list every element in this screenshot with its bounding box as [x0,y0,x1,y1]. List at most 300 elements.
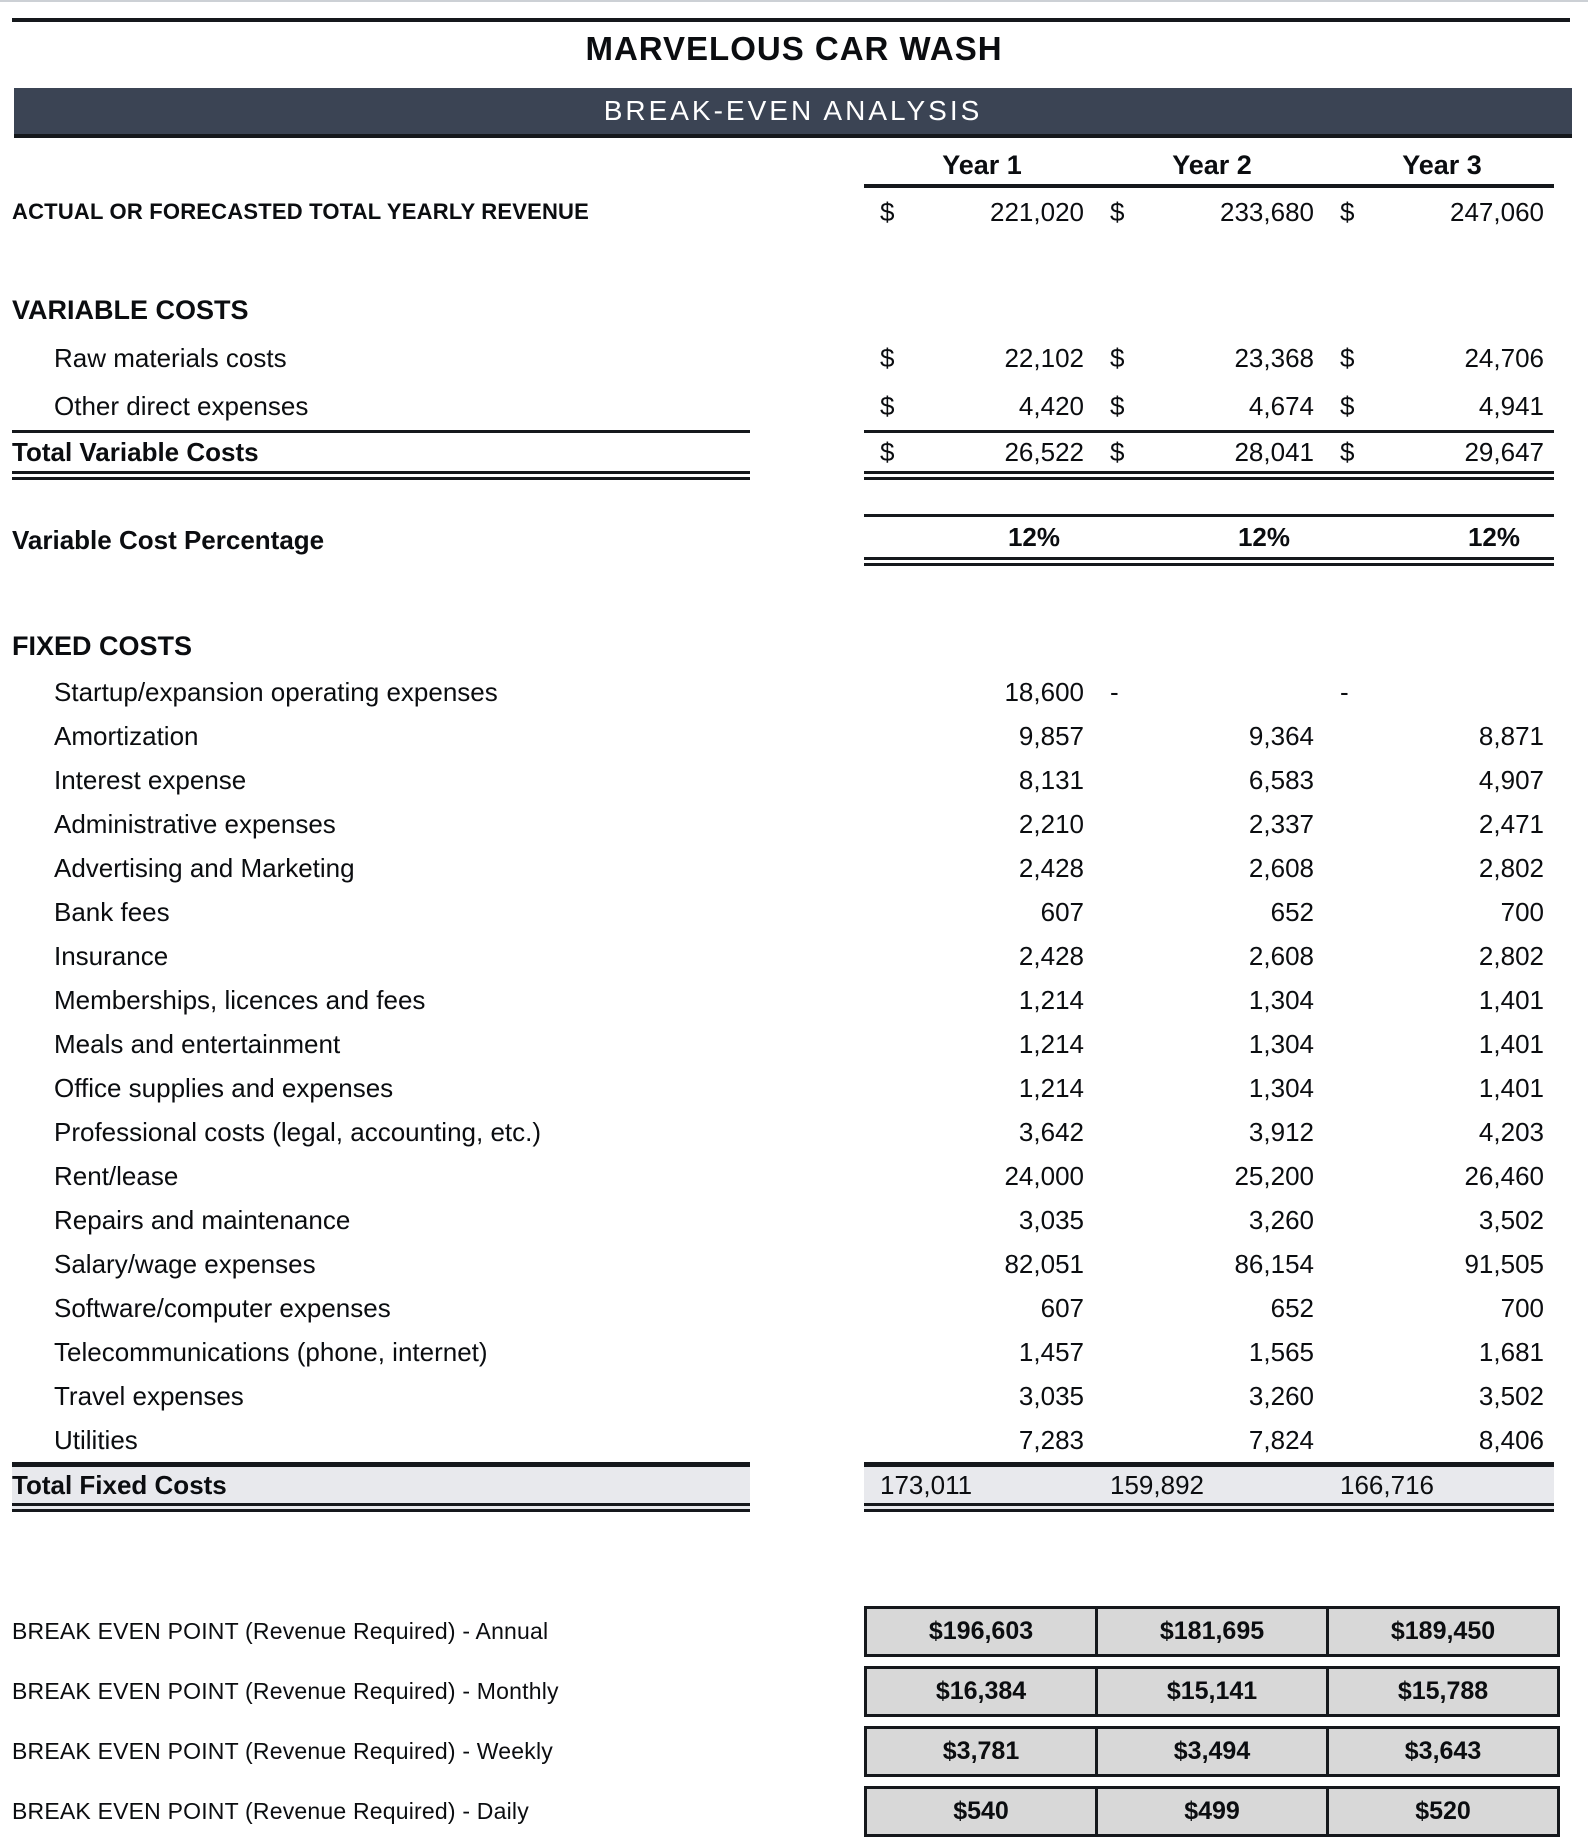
total-variable-cell-year2 [1094,437,1324,468]
cost-cell-year2 [1094,809,1324,840]
break-even-label-text: BREAK EVEN POINT (Revenue Required) - Daily [12,1798,529,1824]
cost-label [12,1242,750,1286]
column-gap [750,1066,864,1110]
cost-cell-year1 [864,1249,1094,1280]
cost-value: 1,565 [1248,1336,1314,1367]
break-even-section [0,1606,1588,1837]
cost-values [864,334,1554,382]
cost-values [864,978,1554,1022]
cost-cell-year3 [1324,1425,1554,1456]
cost-value: 24,000 [1004,1160,1084,1191]
cost-label [12,978,750,1022]
cost-values [864,890,1554,934]
cost-value: 26,460 [1464,1160,1544,1191]
currency-symbol: $ [880,390,895,421]
cost-cell-year3 [1324,897,1554,928]
fixed-cost-row [0,1110,1588,1154]
cost-values [864,934,1554,978]
column-gap [750,1198,864,1242]
fixed-cost-row [0,1418,1588,1462]
cost-values [864,1198,1554,1242]
currency-symbol: - [1110,676,1119,707]
cost-label-text: Advertising and Marketing [54,852,355,883]
year-column-header: Year 3 [1402,149,1482,180]
cost-cell-year1 [864,897,1094,928]
fixed-cost-row [0,758,1588,802]
break-even-row [0,1726,1588,1777]
fixed-costs-list [0,670,1588,1462]
cost-value: 22,102 [1004,342,1084,373]
cost-cell-year3 [1324,1381,1554,1412]
cost-label [12,1110,750,1154]
cost-value: 3,502 [1478,1380,1544,1411]
cost-value: 652 [1270,896,1314,927]
cost-value: 1,214 [1018,984,1084,1015]
cost-value: 3,642 [1018,1116,1084,1147]
cost-cell-year3 [1324,343,1554,374]
cost-cell-year1 [864,391,1094,422]
break-even-cell-year2: $499 [1098,1789,1329,1834]
cost-cell-year1 [864,985,1094,1016]
column-gap [750,934,864,978]
cost-value: 1,214 [1018,1072,1084,1103]
cost-value: 6,583 [1248,764,1314,795]
cost-label-text: Meals and entertainment [54,1028,341,1059]
cost-label-text: Software/computer expenses [54,1292,391,1323]
cost-value: 1,401 [1478,1028,1544,1059]
cost-value: 82,051 [1004,1248,1084,1279]
cost-cell-year2 [1094,1381,1324,1412]
cost-values [864,846,1554,890]
cost-cell-year1 [864,809,1094,840]
cost-label-text: Interest expense [54,764,247,795]
cost-value: 607 [1040,1292,1084,1323]
break-even-cell-year3: $520 [1415,1797,1471,1825]
column-gap [750,514,864,566]
cost-cell-year3 [1324,1117,1554,1148]
fixed-cost-row [0,1198,1588,1242]
percentage-cell-year2 [1094,522,1324,553]
fixed-cost-row [0,846,1588,890]
cost-cell-year1 [864,1381,1094,1412]
cost-value: 2,428 [1018,940,1084,971]
top-rule [12,18,1570,22]
cost-cell-year2 [1094,677,1324,708]
break-even-row [0,1666,1588,1717]
fixed-cost-row [0,890,1588,934]
fixed-cost-row [0,670,1588,714]
fixed-cost-row [0,1374,1588,1418]
cost-label-text: Startup/expansion operating expenses [54,676,498,707]
cost-cell-year3 [1324,1073,1554,1104]
cost-values [864,1154,1554,1198]
cost-cell-year3 [1324,677,1554,708]
column-gap [750,1154,864,1198]
year-headers [864,146,1554,188]
cost-cell-year1 [864,765,1094,796]
percentage-cell-year3 [1324,522,1554,553]
cost-cell-year2 [1094,1205,1324,1236]
cost-cell-year2 [1094,1117,1324,1148]
cost-cell-year3 [1324,1161,1554,1192]
break-even-cell-year3: $3,643 [1404,1737,1482,1765]
currency-symbol: - [1340,676,1349,707]
column-gap [750,846,864,890]
column-gap [750,430,864,480]
cost-cell-year3 [1324,809,1554,840]
percentage-label-text: Variable Cost Percentage [12,524,325,555]
break-even-cell-year3: $189,450 [1390,1617,1496,1645]
cost-cell-year1 [864,1117,1094,1148]
fixed-costs-heading: FIXED COSTS [12,630,193,661]
cost-cell-year3 [1324,1205,1554,1236]
break-even-values [864,1606,1560,1657]
currency-symbol: $ [1110,436,1125,467]
total-fixed-cell-year3 [1324,1470,1554,1501]
year-header-row [0,146,1588,188]
column-gap [750,146,864,188]
cost-cell-year1 [864,1161,1094,1192]
variable-cost-row [0,382,1588,430]
break-even-label [12,1786,750,1837]
percentage-value: 12% [1237,521,1290,552]
cost-values [864,1110,1554,1154]
cost-label-text: Administrative expenses [54,808,336,839]
cost-cell-year1 [864,343,1094,374]
percentage-value: 12% [1467,521,1520,552]
cost-label [12,846,750,890]
column-gap [750,1418,864,1462]
break-even-label [12,1606,750,1657]
cost-cell-year2 [1094,1293,1324,1324]
cost-value: 4,420 [1018,390,1084,421]
cost-value: 18,600 [1004,676,1084,707]
cost-values [864,714,1554,758]
cost-values [864,1022,1554,1066]
total-fixed-costs-row [0,1462,1588,1512]
cost-cell-year2 [1094,391,1324,422]
cost-value: 7,824 [1248,1424,1314,1455]
currency-symbol: $ [1340,436,1355,467]
fixed-cost-row [0,978,1588,1022]
cost-value: 3,260 [1248,1380,1314,1411]
cost-label [12,1154,750,1198]
currency-symbol: $ [880,436,895,467]
cost-value: 700 [1500,1292,1544,1323]
cost-value: 2,608 [1248,940,1314,971]
column-gap [750,1726,864,1777]
section-banner [14,88,1572,138]
fixed-cost-row [0,1286,1588,1330]
cost-value: 2,471 [1478,808,1544,839]
total-variable-value: 26,522 [1004,436,1084,467]
total-variable-cell-year3 [1324,437,1554,468]
cost-cell-year2 [1094,343,1324,374]
cost-value: 9,857 [1018,720,1084,751]
cost-cell-year3 [1324,1249,1554,1280]
column-gap [750,334,864,382]
cost-cell-year1 [864,853,1094,884]
break-even-label [12,1726,750,1777]
cost-label [12,1066,750,1110]
variable-costs-heading: VARIABLE COSTS [12,294,249,325]
cost-label-text: Travel expenses [54,1380,244,1411]
spacer [0,480,1588,514]
cost-cell-year2 [1094,1073,1324,1104]
cost-value: 2,802 [1478,940,1544,971]
column-gap [750,1606,864,1657]
cost-value: 607 [1040,896,1084,927]
cost-value: 2,210 [1018,808,1084,839]
total-variable-label-text: Total Variable Costs [12,436,259,467]
currency-symbol: $ [1110,196,1125,227]
cost-values [864,1330,1554,1374]
cost-cell-year1 [864,1205,1094,1236]
cost-values [864,802,1554,846]
cost-cell-year2 [1094,765,1324,796]
total-fixed-value: 173,011 [880,1469,973,1500]
variable-costs-list [0,334,1588,430]
cost-values [864,1374,1554,1418]
break-even-cell-year3: $15,788 [1397,1677,1489,1705]
cost-value: 4,674 [1248,390,1314,421]
break-even-values [864,1786,1560,1837]
break-even-values [864,1666,1560,1717]
revenue-cell-year3 [1324,197,1554,228]
cost-label [12,802,750,846]
cost-cell-year3 [1324,1293,1554,1324]
cost-label-text: Professional costs (legal, accounting, etc.) [54,1116,542,1147]
cost-value: 1,304 [1248,1072,1314,1103]
cost-value: 1,304 [1248,984,1314,1015]
column-gap [750,1110,864,1154]
cost-value: 2,428 [1018,852,1084,883]
section-banner-label: BREAK-EVEN ANALYSIS [603,95,983,126]
cost-cell-year2 [1094,1337,1324,1368]
break-even-label-text: BREAK EVEN POINT (Revenue Required) - Annual [12,1618,549,1644]
column-gap [750,1374,864,1418]
cost-value: 8,406 [1478,1424,1544,1455]
column-gap [750,1786,864,1837]
cost-cell-year2 [1094,1249,1324,1280]
break-even-cell-year1: $196,603 [867,1609,1098,1654]
cost-value: 652 [1270,1292,1314,1323]
cost-cell-year3 [1324,985,1554,1016]
revenue-value: 233,680 [1220,196,1314,227]
revenue-value: 247,060 [1450,196,1544,227]
break-even-cell-year2: $181,695 [1098,1609,1329,1654]
break-even-values [864,1726,1560,1777]
total-variable-value: 29,647 [1464,436,1544,467]
cost-value: 2,337 [1248,808,1314,839]
percentage-cell-year1 [864,522,1094,553]
cost-label [12,758,750,802]
revenue-cell-year1 [864,197,1094,228]
cost-cell-year3 [1324,1029,1554,1060]
cost-values [864,382,1554,430]
currency-symbol: $ [880,342,895,373]
cost-value: 3,260 [1248,1204,1314,1235]
cost-cell-year2 [1094,897,1324,928]
currency-symbol: $ [1340,196,1355,227]
year-column-header: Year 1 [942,149,1022,180]
cost-cell-year3 [1324,853,1554,884]
cost-value: 3,035 [1018,1204,1084,1235]
cost-cell-year1 [864,721,1094,752]
column-gap [750,890,864,934]
year-header-spacer [12,146,750,188]
column-gap [750,188,864,236]
cost-values [864,1286,1554,1330]
cost-value: 3,035 [1018,1380,1084,1411]
cost-value: 4,203 [1478,1116,1544,1147]
cost-label [12,1374,750,1418]
break-even-cell-year1: $16,384 [867,1669,1098,1714]
revenue-values [864,188,1554,236]
cost-label [12,714,750,758]
cost-cell-year2 [1094,721,1324,752]
cost-label [12,934,750,978]
cost-values [864,758,1554,802]
cost-label [12,1198,750,1242]
column-gap [750,1022,864,1066]
currency-symbol: $ [1110,390,1125,421]
percentage-values [864,514,1554,566]
cost-label [12,382,750,430]
break-even-row [0,1606,1588,1657]
cost-cell-year1 [864,677,1094,708]
cost-values [864,1066,1554,1110]
cost-label [12,670,750,714]
column-gap [750,1286,864,1330]
cost-cell-year1 [864,1029,1094,1060]
currency-symbol: $ [1340,390,1355,421]
column-gap [750,802,864,846]
revenue-value: 221,020 [990,196,1084,227]
revenue-cell-year2 [1094,197,1324,228]
cost-label-text: Repairs and maintenance [54,1204,351,1235]
cost-value: 2,802 [1478,852,1544,883]
cost-cell-year3 [1324,721,1554,752]
cost-value: 24,706 [1464,342,1544,373]
cost-values [864,1242,1554,1286]
spacer [0,566,1588,622]
cost-cell-year2 [1094,1161,1324,1192]
cost-label-text: Other direct expenses [54,390,309,421]
cost-label [12,1418,750,1462]
cost-value: 1,457 [1018,1336,1084,1367]
fixed-cost-row [0,1022,1588,1066]
cost-value: 86,154 [1234,1248,1314,1279]
cost-value: 1,401 [1478,1072,1544,1103]
cost-label-text: Amortization [54,720,199,751]
cost-cell-year3 [1324,941,1554,972]
cost-value: 700 [1500,896,1544,927]
total-fixed-values [864,1462,1554,1512]
cost-cell-year2 [1094,1029,1324,1060]
cost-label [12,334,750,382]
cost-cell-year1 [864,1293,1094,1324]
fixed-cost-row [0,802,1588,846]
cost-label-text: Rent/lease [54,1160,179,1191]
cost-label-text: Insurance [54,940,169,971]
total-variable-label [12,430,750,480]
cost-label [12,1022,750,1066]
column-gap [750,1242,864,1286]
total-variable-value: 28,041 [1234,436,1314,467]
cost-value: 1,214 [1018,1028,1084,1059]
revenue-row [0,188,1588,236]
cost-value: 1,304 [1248,1028,1314,1059]
total-fixed-cell-year2 [1094,1470,1324,1501]
cost-cell-year3 [1324,765,1554,796]
break-even-cell-year2: $15,141 [1098,1669,1329,1714]
cost-value: 7,283 [1018,1424,1084,1455]
cost-value: 2,608 [1248,852,1314,883]
revenue-label-text: ACTUAL OR FORECASTED TOTAL YEARLY REVENUE [12,199,590,224]
fixed-cost-row [0,934,1588,978]
cost-label [12,1286,750,1330]
fixed-cost-row [0,1242,1588,1286]
cost-cell-year1 [864,941,1094,972]
spacer [0,236,1588,286]
column-gap [750,978,864,1022]
year-column-header: Year 2 [1172,149,1252,180]
cost-value: 3,912 [1248,1116,1314,1147]
total-fixed-cell-year1 [864,1470,1094,1501]
cost-label-text: Raw materials costs [54,342,287,373]
cost-label-text: Salary/wage expenses [54,1248,316,1279]
fixed-cost-row [0,714,1588,758]
total-fixed-label [12,1462,750,1512]
currency-symbol: $ [1340,342,1355,373]
total-fixed-value: 166,716 [1340,1469,1434,1500]
cost-cell-year2 [1094,1425,1324,1456]
cost-label-text: Memberships, licences and fees [54,984,426,1015]
spacer [0,1512,1588,1558]
cost-cell-year3 [1324,1337,1554,1368]
currency-symbol: $ [1110,342,1125,373]
cost-label-text: Telecommunications (phone, internet) [54,1336,488,1367]
fixed-cost-row [0,1066,1588,1110]
cost-value: 1,401 [1478,984,1544,1015]
revenue-label [12,188,750,236]
cost-value: 1,681 [1478,1336,1544,1367]
variable-cost-percentage-row [0,514,1588,566]
cost-values [864,1418,1554,1462]
cost-value: 4,941 [1478,390,1544,421]
column-gap [750,1330,864,1374]
total-variable-costs-row [0,430,1588,480]
break-even-row [0,1786,1588,1837]
break-even-cell-year1: $3,781 [867,1729,1098,1774]
break-even-label [12,1666,750,1717]
cost-label-text: Utilities [54,1424,138,1455]
cost-cell-year1 [864,1425,1094,1456]
column-gap [750,1666,864,1717]
cost-cell-year1 [864,1073,1094,1104]
break-even-cell-year2: $3,494 [1098,1729,1329,1774]
column-gap [750,382,864,430]
cost-value: 3,502 [1478,1204,1544,1235]
cost-cell-year2 [1094,853,1324,884]
percentage-value: 12% [1007,521,1060,552]
break-even-label-text: BREAK EVEN POINT (Revenue Required) - Monthly [12,1678,559,1704]
cost-label-text: Office supplies and expenses [54,1072,394,1103]
total-variable-cell-year1 [864,437,1094,468]
cost-cell-year1 [864,1337,1094,1368]
cost-value: 4,907 [1478,764,1544,795]
